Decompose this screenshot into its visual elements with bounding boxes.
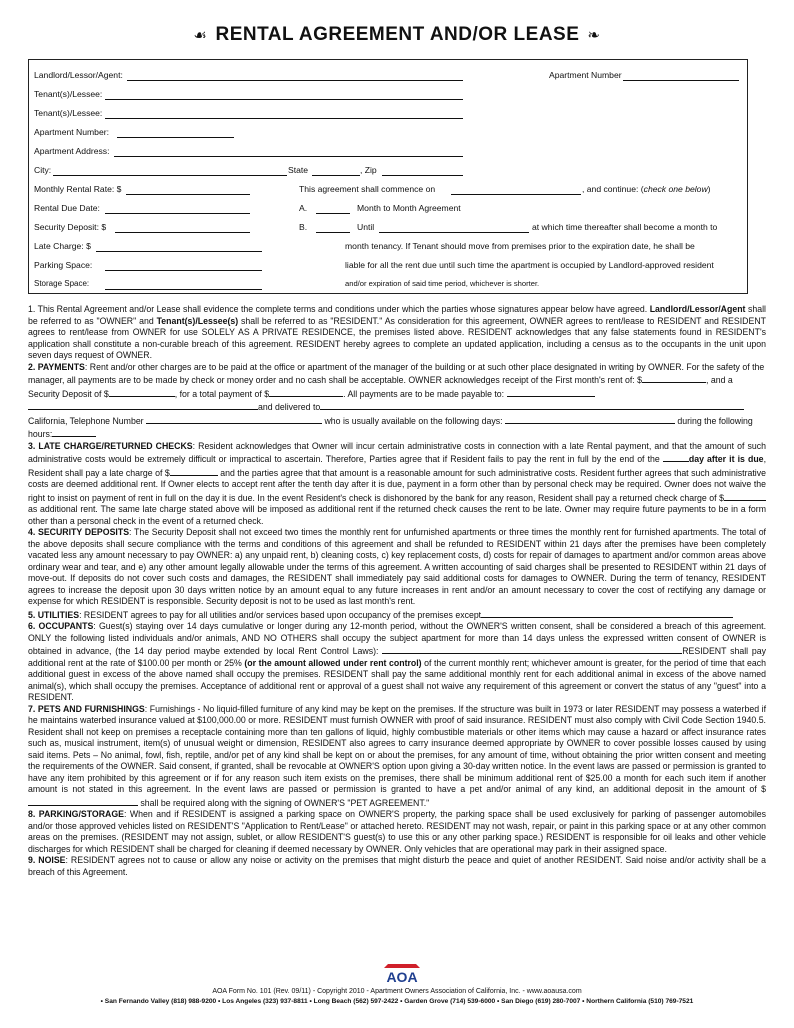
rental-due-field[interactable] bbox=[105, 213, 250, 214]
section-6: 6. OCCUPANTS: Guest(s) staying over 14 days cumulative or longer during any 12-month period, without the OWNER'S written consent, shall be considered a breach of this agreement. ONLY the following listed individuals and/or animals, AND NO OTHERS shall occupy the subject apartment for more than 14 days unless the expressed written consent of OWNER is obtained in advance, (the 14 day period maybe extended by local Rent Control Laws): RESIDENT shall pay additional rent at the rate of $100.00 per month or 25% (or the amount allowed under rent control) of the current monthly rent; whichever amount is greater, for the period of time that each additional guest in excess of the above named shall occupy the premises. RESIDENT shall pay the same additional monthly rent for each additional animal in excess of the above named animal(s), which shall occupy the premises. Acceptance of additional rent or approval of a guest shall not waive any requirement of this agreement or convert the status of any "guest" into a RESIDENT. bbox=[28, 621, 767, 702]
delivered-to-field[interactable] bbox=[320, 400, 744, 410]
apartment-address-field[interactable] bbox=[114, 156, 463, 157]
right-ornament-icon: ❧ bbox=[587, 26, 601, 44]
option-b-text-1: at which time thereafter shall become a month to bbox=[532, 222, 718, 232]
security-deposit-label: Security Deposit: $ bbox=[34, 222, 107, 232]
footer-offices: • San Fernando Valley (818) 988-9200 • Los Angeles (323) 937-8811 • Long Beach (562) 597-2422 • Garden Grove (714) 539-6000 • San Diego (619) 280-7007 • Northern California (510) 769-7521 bbox=[100, 998, 694, 1005]
aoa-logo bbox=[378, 962, 426, 986]
tenant-info-box bbox=[28, 59, 748, 294]
tenant-1-field[interactable] bbox=[105, 99, 463, 100]
city-label: City: bbox=[34, 165, 52, 175]
city-field[interactable] bbox=[53, 175, 287, 176]
storage-space-label: Storage Space: bbox=[34, 279, 90, 288]
apartment-number-label: Apartment Number: bbox=[34, 127, 109, 137]
section-2: 2. PAYMENTS: Rent and/or other charges are to be paid at the office or apartment of the manager of the building or at such other place designated in writing by OWNER. For the safety of the manager, all payments are to be made by check or money order and no cash shall be acceptable. OWNER acknowledges receipt of the First month's rent of: $ , and a Security Deposit of $ , for a total payment of $ . All payments are to be made payable to: and delivered to California, Telephone Number who is usually available on the following days: during the following hours: bbox=[28, 361, 765, 439]
option-b-check[interactable] bbox=[316, 232, 350, 233]
security-deposit-amount-field[interactable] bbox=[109, 387, 175, 397]
continue-label: , and continue: (check one below) bbox=[582, 184, 711, 194]
commence-label: This agreement shall commence on bbox=[299, 184, 436, 194]
parking-space-label: Parking Space: bbox=[34, 260, 93, 270]
tenant-1-label: Tenant(s)/Lessee: bbox=[34, 89, 103, 99]
first-month-rent-field[interactable] bbox=[642, 373, 706, 383]
late-charge-amount-field[interactable] bbox=[170, 466, 218, 476]
option-b-text-4: and/or expiration of said time period, whichever is shorter. bbox=[345, 279, 540, 288]
option-b-until-field[interactable] bbox=[379, 232, 529, 233]
parking-space-field[interactable] bbox=[105, 270, 262, 271]
apartment-address-label: Apartment Address: bbox=[34, 146, 110, 156]
option-a-label: Month to Month Agreement bbox=[357, 203, 461, 213]
state-label: State bbox=[288, 165, 309, 175]
option-b-text-3: liable for all the rent due until such time the apartment is occupied by Landlord-approved resident bbox=[345, 260, 714, 270]
pet-deposit-field[interactable] bbox=[28, 796, 138, 806]
commence-date-field[interactable] bbox=[451, 194, 581, 195]
security-deposit-field[interactable] bbox=[115, 232, 250, 233]
telephone-field[interactable] bbox=[146, 414, 322, 424]
option-a-check[interactable] bbox=[316, 213, 350, 214]
late-charge-field[interactable] bbox=[96, 251, 262, 252]
title-text: RENTAL AGREEMENT AND/OR LEASE bbox=[215, 24, 580, 45]
section-5: 5. UTILITIES: RESIDENT agrees to pay for all utilities and/or services based upon occupancy of the premises except bbox=[28, 608, 766, 622]
monthly-rent-field[interactable] bbox=[126, 194, 250, 195]
utilities-except-field[interactable] bbox=[481, 608, 733, 618]
apartment-number-right-field[interactable] bbox=[623, 80, 739, 81]
state-field[interactable] bbox=[312, 175, 360, 176]
page-title bbox=[0, 24, 794, 46]
late-day-field[interactable] bbox=[663, 452, 689, 462]
landlord-field[interactable] bbox=[127, 80, 463, 81]
rental-due-label: Rental Due Date: bbox=[34, 203, 100, 213]
zip-label: , Zip bbox=[360, 165, 377, 175]
apartment-number-right-label: Apartment Number bbox=[549, 70, 622, 80]
option-b-letter: B. bbox=[299, 222, 308, 232]
logo-text: AOA bbox=[386, 969, 418, 985]
option-a-letter: A. bbox=[299, 203, 308, 213]
left-ornament-icon: ☙ bbox=[193, 26, 208, 44]
payable-to-field-2[interactable] bbox=[28, 400, 258, 410]
section-1: 1. This Rental Agreement and/or Lease shall evidence the complete terms and conditions under which the parties whose signatures appear below have agreed. Landlord/Lessor/Agent shall be referred to as "OWNER" and Tenant(s)/Lessee(s) shall be referred to as "RESIDENT." As consideration for this agreement, OWNER agrees to rent/lease to RESIDENT and RESIDENT agrees to rent/lease from OWNER for use SOLELY AS A PRIVATE RESIDENCE, the premises listed above. RESIDENT acknowledges that any false statements found in RESIDENT's application shall constitute a non-curable breach of this agreement. RESIDENT hereby agrees to complete an updated application, including a census as to the occupants in the unit upon seven days request of OWNER. bbox=[28, 304, 766, 360]
section-3: 3. LATE CHARGE/RETURNED CHECKS: Resident acknowledges that Owner will incur certain administrative costs in connection with a late Rental payment, and that the amount of such administrative costs would be extremely difficult or impractical to ascertain. Therefore, Parties agree that if Resident fails to pay the rent in full by the end of the day after it is due, Resident shall pay a late charge of $ and the parties agree that that amount is a reasonable amount for such administrative costs. Resident further agrees that such administrative costs are deemed additional rent. If Owner elects to accept rent after the tenth day after it is due, payment in a form other than by personal check may be required. Owner does not waive the right to insist on payment of rent in full on the day it is due. In the event Resident's check is dishonored by the bank for any reason, Resident shall pay a returned check charge of $ as additional rent. The same late charge stated above will be imposed as additional rent if the returned check causes the rent to be late. Owner may require future payments to be in a form other than a personal check in the event of a returned check. bbox=[28, 440, 766, 526]
payable-to-field[interactable] bbox=[507, 387, 595, 397]
apartment-number-field[interactable] bbox=[117, 137, 234, 138]
late-charge-label: Late Charge: $ bbox=[34, 241, 91, 251]
landlord-label: Landlord/Lessor/Agent: bbox=[34, 70, 123, 80]
occupants-field[interactable] bbox=[382, 644, 682, 654]
option-b-until-label: Until bbox=[357, 222, 375, 232]
section-7: 7. PETS AND FURNISHINGS: Furnishings - No liquid-filled furniture of any kind may be kept on the premises. If the structure was built in 1973 or later RESIDENT may possess a waterbed if he maintains waterbed insurance valued at $100,000.00 or more. RESIDENT must furnish OWNER with proof of said insurance. RESIDENT must also comply with Civil Code Section 1940.5. Resident shall not keep on premises a receptacle containing more than ten gallons of liquid, highly combustible materials or other items which may cause a hazard or affect insurance rates such as, musical instrument, item(s) of unusual weight or dimension, RESIDENT also agrees to carry insurance deemed appropriate by OWNER to cover possible losses caused by using said items. Pets – No animal, fowl, fish, reptile, and/or pet of any kind shall be kept on or about the premises, for any amount of time, without obtaining the prior written consent and meeting the requirements of the OWNER. Said consent, if granted, shall be revocable at OWNER'S option upon giving a 30-day written notice. In the event laws are passed or permission is granted to have any item prohibited by this agreement or if for any reason such item exists on the premises, there shall be minimum additional rent of $25.00 a month for each such item if another amount is not stated in this agreement. In the event laws are passed or permission is granted to have a pet and/or animal of any kind, an additional deposit in the amount of $ shall be required along with the signing of OWNER'S "PET AGREEMENT." bbox=[28, 703, 766, 808]
tenant-2-field[interactable] bbox=[105, 118, 463, 119]
returned-check-field[interactable] bbox=[724, 491, 766, 501]
zip-field[interactable] bbox=[382, 175, 463, 176]
tenant-2-label: Tenant(s)/Lessee: bbox=[34, 108, 103, 118]
footer-copyright: AOA Form No. 101 (Rev. 09/11) - Copyright 2010 - Apartment Owners Association of California, Inc. - www.aoausa.com bbox=[212, 988, 582, 995]
storage-space-field[interactable] bbox=[105, 289, 262, 290]
monthly-rent-label: Monthly Rental Rate: $ bbox=[34, 184, 122, 194]
agreement-body bbox=[28, 304, 766, 878]
option-b-text-2: month tenancy. If Tenant should move from premises prior to the expiration date, he shall be bbox=[345, 241, 695, 251]
section-8: 8. PARKING/STORAGE: When and if RESIDENT is assigned a parking space on OWNER'S property, the parking space shall be used exclusively for parking of passenger automobiles and/or those approved vehicles listed on RESIDENT'S "Application to Rent/Lease" or attached hereto. RESIDENT may not wash, repair, or paint in this parking space or at any other common areas on the premises. (RESIDENT may not assign, sublet, or allow RESIDENT'S guest(s) to use this or any other parking space.) RESIDENT is responsible for oil leaks and other vehicle discharges for which RESIDENT shall be charged for cleaning if deemed necessary by OWNER. Only vehicles that are operational may park in their assigned space. bbox=[28, 809, 767, 854]
total-payment-field[interactable] bbox=[269, 387, 343, 397]
section-9: 9. NOISE: RESIDENT agrees not to cause or allow any noise or activity on the premises that might disturb the peace and quiet of another RESIDENT. Said noise and/or activity shall be a breach of this Agreement. bbox=[28, 855, 766, 877]
available-hours-field[interactable] bbox=[52, 427, 96, 437]
available-days-field[interactable] bbox=[505, 414, 675, 424]
section-4: 4. SECURITY DEPOSITS: The Security Deposit shall not exceed two times the monthly rent for unfurnished apartments or three times the monthly rent for furnished apartments. The total of the above deposits shall secure compliance with the terms and conditions of this agreement and shall be refunded to RESIDENT within 21 days after the premises have been completely vacated less any amount necessary to pay OWNER: a) any unpaid rent, b) cleaning costs, c) key replacement costs, d) costs for repair of damages to apartment and/or common areas above ordinary wear and tear, and e) any other amount legally allowable under the terms of this agreement. A written accounting of said charges shall be presented to RESIDENT within 21 days of move-out. If deposits do not cover such costs and damages, the RESIDENT shall immediately pay said additional costs for damages to OWNER. During the term of tenancy, RESIDENT agrees to increase the deposit upon 30 days written notice by an amount equal to any future increases in rent and/or an amount necessary to cover the cost of rectifying any damage or expense for which RESIDENT is responsible. Security deposit is not to be used as last month's rent. bbox=[28, 527, 766, 606]
